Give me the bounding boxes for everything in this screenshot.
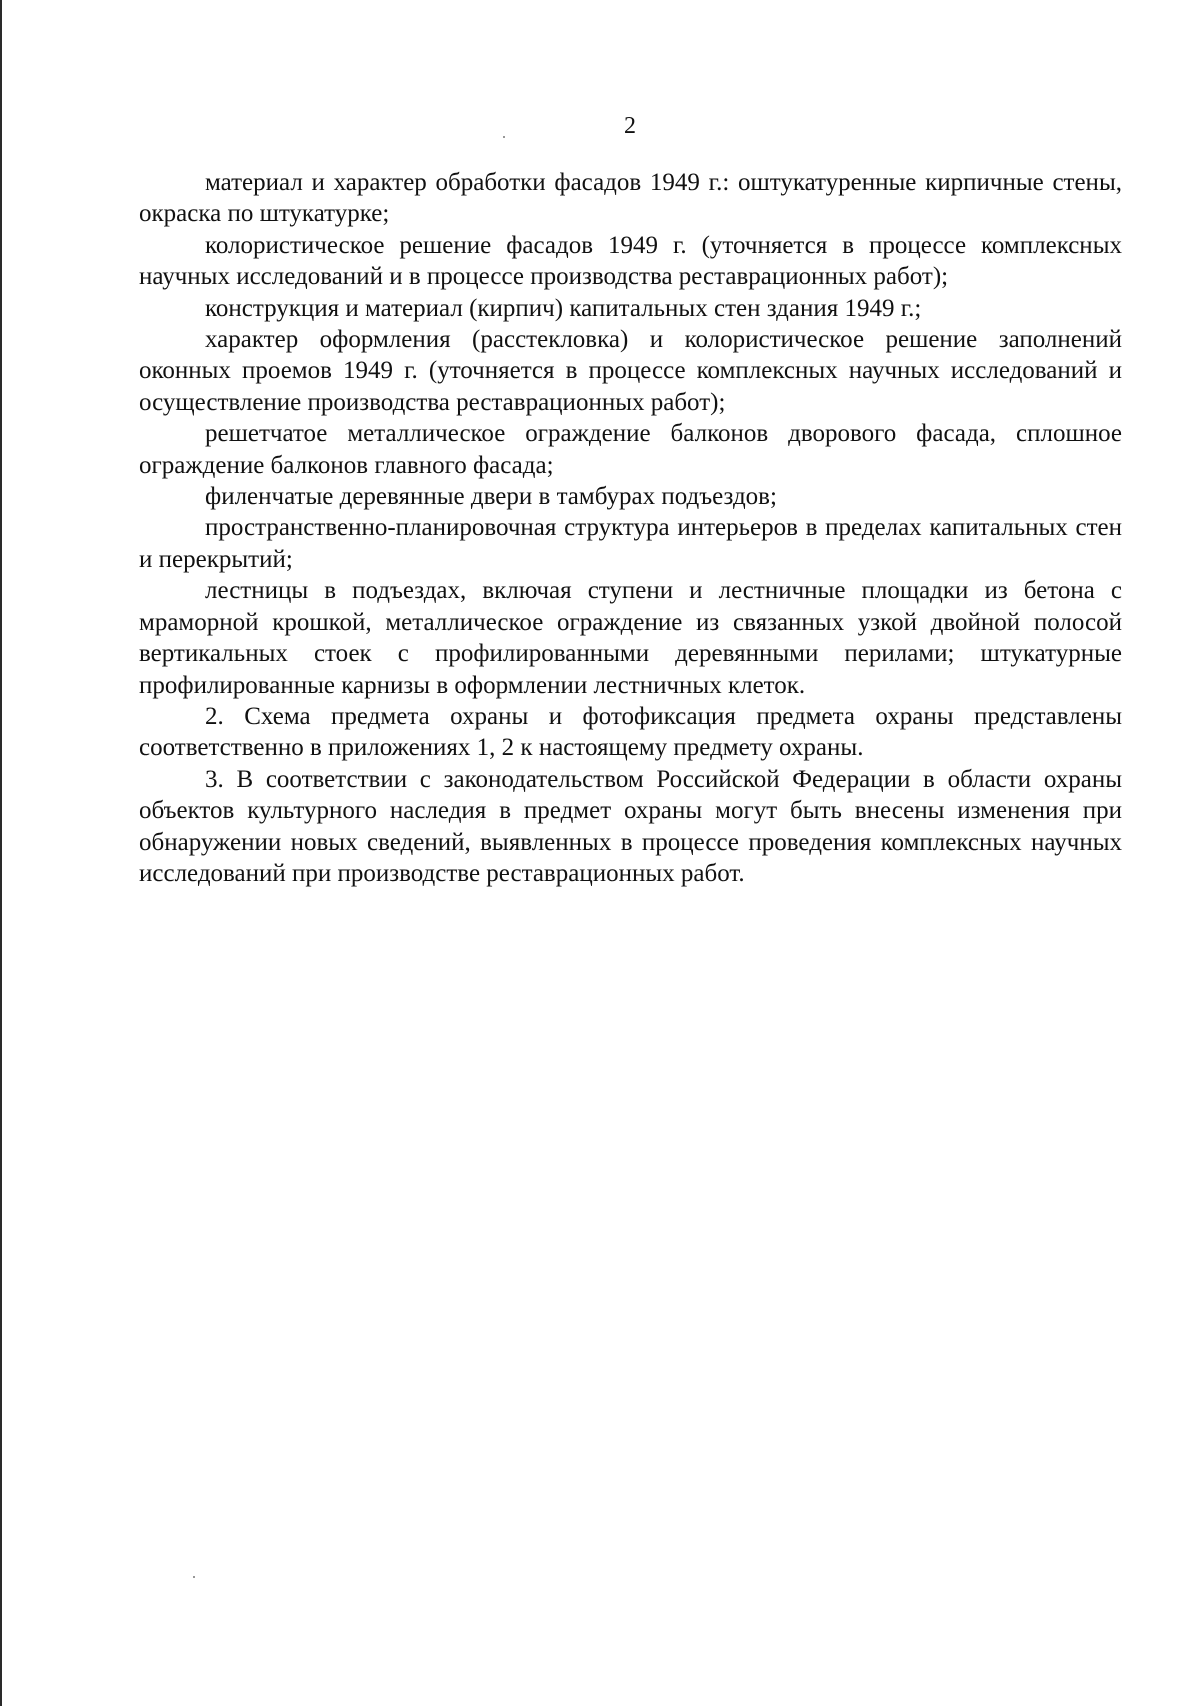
paragraph-staircases: лестницы в подъездах, включая ступени и лестничные площадки из бетона с мраморной крошкой, металлическое ограждение из связанных узкой двойной полосой вертикальных стоек с профилированными деревянными перилами; штукатурные профилированные карнизы в оформлении лестничных клеток.: [139, 577, 1122, 699]
document-body: [139, 167, 1122, 889]
paragraph-facade-color: колористическое решение фасадов 1949 г. (уточняется в процессе комплексных научных исследований и в процессе производства реставрационных работ);: [139, 231, 1122, 291]
page-number: 2: [624, 113, 636, 139]
paragraph-entrance-doors: филенчатые деревянные двери в тамбурах подъездов;: [205, 483, 777, 511]
paragraph-interior-structure: пространственно-планировочная структура интерьеров в пределах капитальных стен и перекрытий;: [139, 514, 1122, 573]
paragraph-legislation-changes: 3. В соответствии с законодательством Российской Федерации в области охраны объектов культурного наследия в предмет охраны могут быть внесены изменения при обнаружении новых сведений, выявленных в процессе проведения комплексных научных исследований при производстве реставрационных работ.: [139, 765, 1122, 887]
paragraph-scheme-and-photos: 2. Схема предмета охраны и фотофиксация предмета охраны представлены соответственно в приложениях 1, 2 к настоящему предмету охраны.: [139, 702, 1122, 762]
paragraph-walls-construction: конструкция и материал (кирпич) капитальных стен здания 1949 г.;: [205, 294, 922, 322]
paragraph-window-openings: характер оформления (расстекловка) и колористическое решение заполнений оконных проемов 1949 г. (уточняется в процессе комплексных научных исследований и осуществление производства реставрационных работ);: [139, 326, 1122, 416]
scan-left-edge: [0, 0, 2, 1706]
paragraph-facade-material: материал и характер обработки фасадов 1949 г.: оштукатуренные кирпичные стены, окраска по штукатурке;: [139, 169, 1122, 228]
scan-speck: [503, 136, 505, 138]
paragraph-balcony-railings: решетчатое металлическое ограждение балконов дворового фасада, сплошное ограждение балконов главного фасада;: [139, 420, 1122, 479]
scan-speck: [193, 1576, 195, 1578]
